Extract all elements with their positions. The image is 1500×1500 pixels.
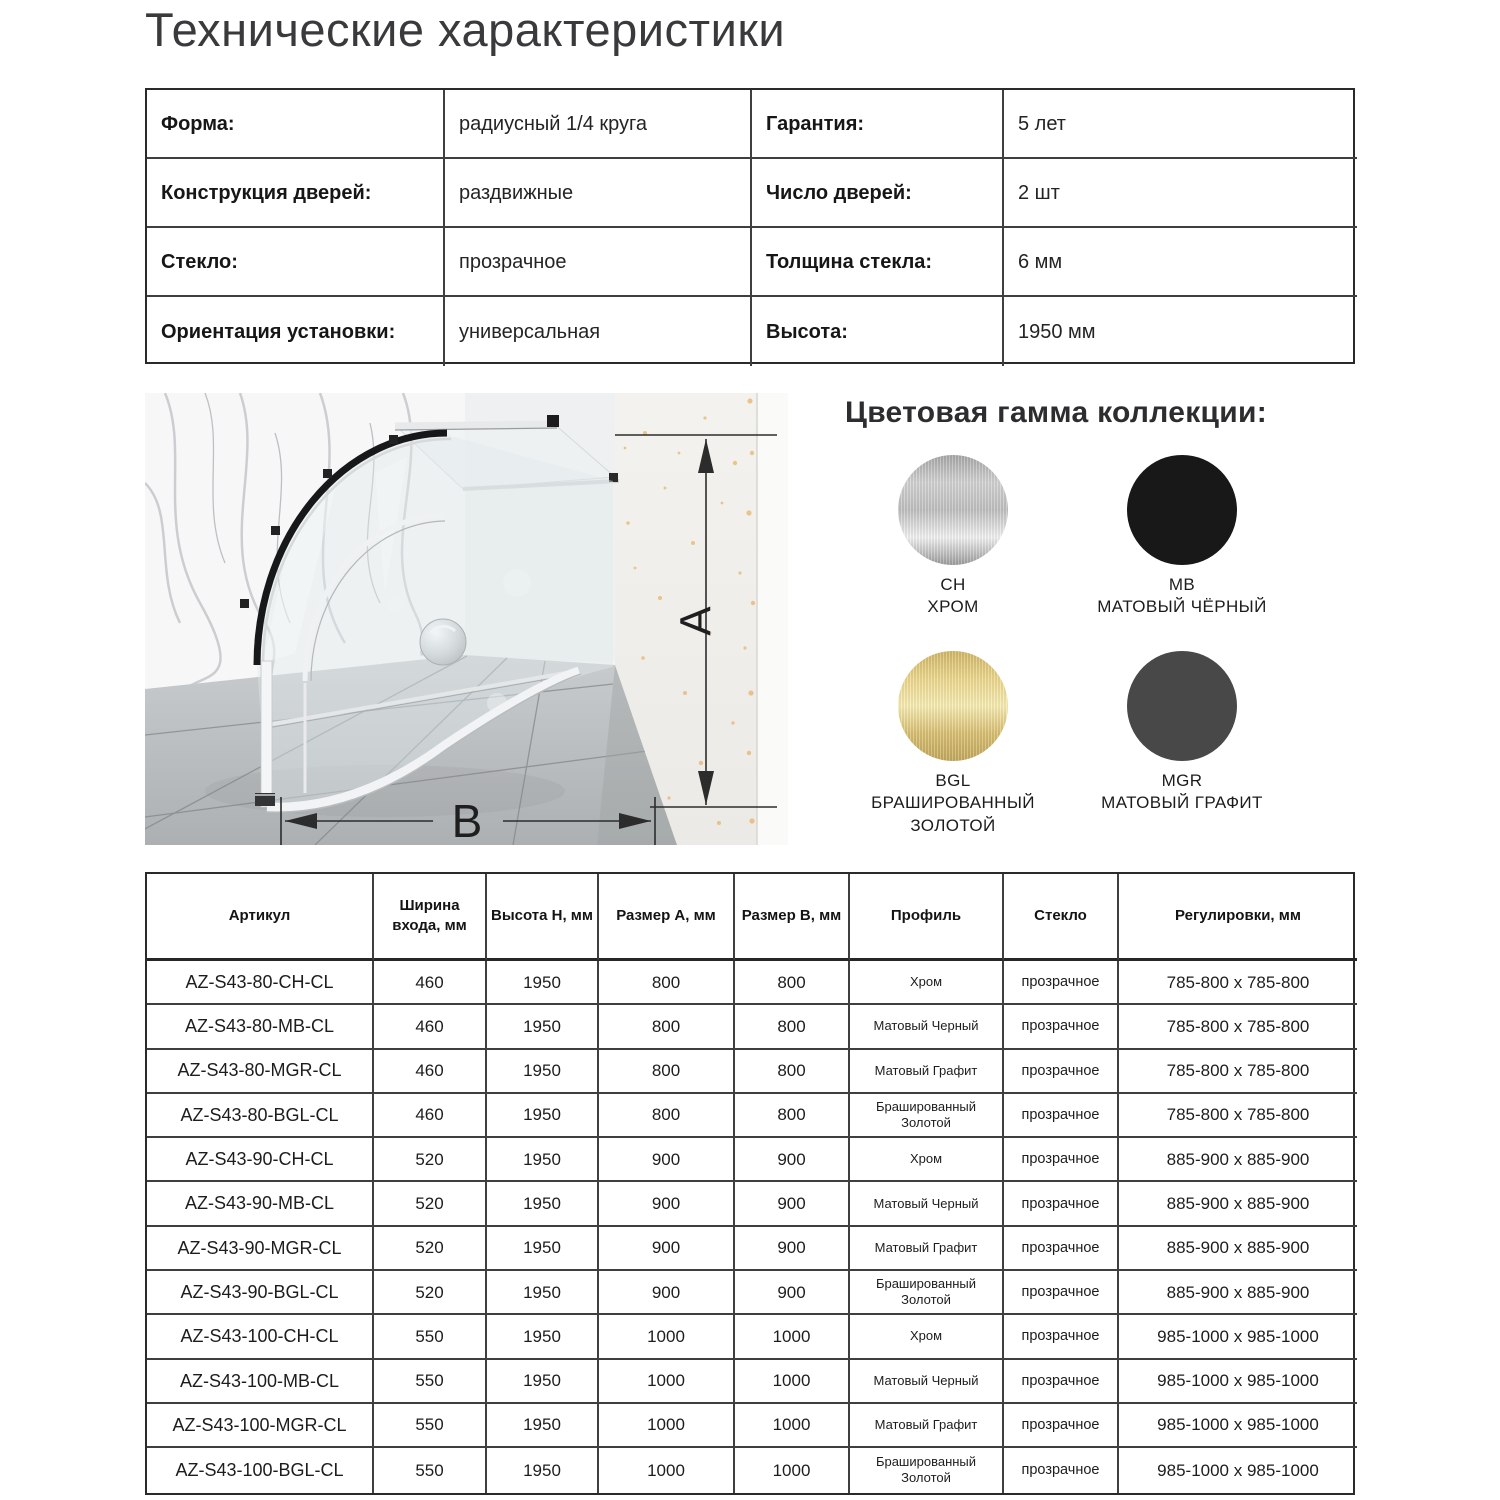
product-cell: AZ-S43-90-BGL-CL <box>147 1271 374 1315</box>
swatch-code: MGR <box>1161 771 1203 790</box>
product-cell: 1950 <box>487 1227 599 1271</box>
product-cell: Матовый Черный <box>850 1182 1004 1226</box>
product-cell: Матовый Графит <box>850 1050 1004 1094</box>
product-cell: 520 <box>374 1138 487 1182</box>
product-cell: Хром <box>850 1315 1004 1359</box>
product-cell: 520 <box>374 1227 487 1271</box>
swatch-circle-brushed-gold <box>898 651 1008 761</box>
product-cell: прозрачное <box>1004 1005 1119 1049</box>
dim-b-label: B <box>451 795 483 845</box>
product-cell: прозрачное <box>1004 1138 1119 1182</box>
swatch-name: МАТОВЫЙ ЧЁРНЫЙ <box>1097 597 1267 617</box>
product-cell: 885-900 x 885-900 <box>1119 1271 1357 1315</box>
column-header: Размер А, мм <box>599 874 735 961</box>
column-header: Профиль <box>850 874 1004 961</box>
product-cell: 1950 <box>487 1138 599 1182</box>
product-cell: Матовый Графит <box>850 1404 1004 1448</box>
color-swatch-bgl <box>838 651 1068 837</box>
product-cell: 1000 <box>599 1360 735 1404</box>
spec-value: 1950 мм <box>1018 320 1096 343</box>
swatch-label <box>1067 770 1297 815</box>
product-cell: AZ-S43-80-MB-CL <box>147 1005 374 1049</box>
product-cell: AZ-S43-90-MB-CL <box>147 1182 374 1226</box>
swatch-circle-matte-black <box>1127 455 1237 565</box>
product-cell: 900 <box>599 1227 735 1271</box>
product-cell: AZ-S43-100-MGR-CL <box>147 1404 374 1448</box>
spec-label: Число дверей: <box>752 159 1004 228</box>
product-cell: 800 <box>599 961 735 1005</box>
product-cell: 1950 <box>487 1005 599 1049</box>
product-cell: Хром <box>850 961 1004 1005</box>
spec-value: прозрачное <box>445 228 752 297</box>
wall-bracket <box>547 415 559 427</box>
product-cell: 885-900 x 885-900 <box>1119 1138 1357 1182</box>
swatch-name: БРАШИРОВАННЫЙ ЗОЛОТОЙ <box>871 793 1035 835</box>
spec-label: Конструкция дверей: <box>147 159 445 228</box>
color-swatch-mgr <box>1067 651 1297 815</box>
swatch-label <box>838 574 1068 619</box>
spec-label: Толщина стекла: <box>752 228 1004 297</box>
product-cell: AZ-S43-90-MGR-CL <box>147 1227 374 1271</box>
product-cell: прозрачное <box>1004 1050 1119 1094</box>
product-cell: прозрачное <box>1004 1094 1119 1138</box>
spec-label: Высота: <box>752 297 1004 366</box>
product-cell: AZ-S43-100-MB-CL <box>147 1360 374 1404</box>
swatch-name: ХРОМ <box>927 597 979 617</box>
product-cell: AZ-S43-100-BGL-CL <box>147 1448 374 1492</box>
swatch-label <box>838 770 1068 837</box>
product-cell: 460 <box>374 1094 487 1138</box>
products-table <box>145 872 1355 1495</box>
spec-label: Ориентация установки: <box>147 297 445 366</box>
product-render-image <box>145 393 788 845</box>
product-cell: прозрачное <box>1004 1271 1119 1315</box>
product-cell: 785-800 x 785-800 <box>1119 1094 1357 1138</box>
swatch-code: MB <box>1168 575 1196 594</box>
product-cell: прозрачное <box>1004 1448 1119 1492</box>
product-cell: 1000 <box>735 1448 850 1492</box>
product-cell: 900 <box>599 1271 735 1315</box>
product-cell: 1950 <box>487 961 599 1005</box>
product-cell: 785-800 x 785-800 <box>1119 961 1357 1005</box>
product-cell: AZ-S43-80-MGR-CL <box>147 1050 374 1094</box>
spec-value: 5 лет <box>1004 90 1357 159</box>
swatch-code: CH <box>940 575 966 594</box>
product-cell: Матовый Графит <box>850 1227 1004 1271</box>
spec-label: Стекло: <box>147 228 445 297</box>
product-cell: прозрачное <box>1004 1182 1119 1226</box>
product-cell: 800 <box>735 1050 850 1094</box>
product-cell: Брашированный Золотой <box>850 1448 1004 1492</box>
product-cell: 1950 <box>487 1050 599 1094</box>
column-header: Стекло <box>1004 874 1119 961</box>
product-cell: Хром <box>850 1138 1004 1182</box>
column-header: Артикул <box>147 874 374 961</box>
product-cell: AZ-S43-90-CH-CL <box>147 1138 374 1182</box>
product-cell: 785-800 x 785-800 <box>1119 1050 1357 1094</box>
spec-value: 6 мм <box>1004 228 1357 297</box>
product-cell: AZ-S43-80-CH-CL <box>147 961 374 1005</box>
product-cell: прозрачное <box>1004 1404 1119 1448</box>
dim-a-label: A <box>671 606 721 636</box>
product-cell: 520 <box>374 1182 487 1226</box>
product-cell: 800 <box>599 1005 735 1049</box>
wall-edge <box>757 393 788 845</box>
palette-heading: Цветовая гамма коллекции: <box>845 396 1268 429</box>
top-rail <box>395 424 557 426</box>
product-cell: AZ-S43-100-CH-CL <box>147 1315 374 1359</box>
swatch-label <box>1067 574 1297 619</box>
product-cell: 885-900 x 885-900 <box>1119 1227 1357 1271</box>
product-cell: 1950 <box>487 1360 599 1404</box>
product-cell: 885-900 x 885-900 <box>1119 1182 1357 1226</box>
product-cell: 1950 <box>487 1182 599 1226</box>
color-swatch-ch <box>838 455 1068 619</box>
product-cell: 1950 <box>487 1404 599 1448</box>
product-cell: 800 <box>735 961 850 1005</box>
swatch-circle-matte-graphite <box>1127 651 1237 761</box>
swatch-code: BGL <box>935 771 971 790</box>
product-cell: 900 <box>735 1138 850 1182</box>
product-cell: Брашированный Золотой <box>850 1094 1004 1138</box>
spec-value: 2 шт <box>1004 159 1357 228</box>
product-cell: 1000 <box>599 1404 735 1448</box>
product-cell: 550 <box>374 1360 487 1404</box>
product-cell: 900 <box>735 1182 850 1226</box>
color-swatch-mb <box>1067 455 1297 619</box>
product-cell: 800 <box>735 1005 850 1049</box>
product-cell: 800 <box>735 1094 850 1138</box>
product-cell: 800 <box>599 1094 735 1138</box>
left-post <box>261 661 272 807</box>
product-cell: прозрачное <box>1004 1227 1119 1271</box>
spec-label: Гарантия: <box>752 90 1004 159</box>
page-title: Технические характеристики <box>145 3 786 56</box>
spec-value: раздвижные <box>445 159 752 228</box>
spec-summary-table <box>145 88 1355 364</box>
column-header: Ширина входа, мм <box>374 874 487 961</box>
product-cell: 985-1000 x 985-1000 <box>1119 1404 1357 1448</box>
product-cell: 900 <box>735 1227 850 1271</box>
product-cell: 550 <box>374 1315 487 1359</box>
product-cell: 985-1000 x 985-1000 <box>1157 1460 1319 1480</box>
product-cell: прозрачное <box>1004 961 1119 1005</box>
product-cell: 1950 <box>487 1448 599 1492</box>
product-cell: 900 <box>599 1182 735 1226</box>
product-cell: 1950 <box>487 1271 599 1315</box>
product-cell: AZ-S43-80-BGL-CL <box>147 1094 374 1138</box>
product-cell: Матовый Черный <box>850 1360 1004 1404</box>
product-cell: 550 <box>374 1404 487 1448</box>
spec-value: радиусный 1/4 круга <box>445 90 752 159</box>
product-cell: прозрачное <box>1004 1315 1119 1359</box>
product-cell: 1950 <box>487 1094 599 1138</box>
product-cell: 1000 <box>599 1315 735 1359</box>
product-cell: Матовый Черный <box>850 1005 1004 1049</box>
swatch-name: МАТОВЫЙ ГРАФИТ <box>1101 793 1263 813</box>
product-cell: 460 <box>374 1005 487 1049</box>
product-cell: 460 <box>374 1050 487 1094</box>
product-cell: 985-1000 x 985-1000 <box>1119 1315 1357 1359</box>
product-cell: 900 <box>599 1138 735 1182</box>
spec-label: Форма: <box>147 90 445 159</box>
product-cell: 1000 <box>599 1448 735 1492</box>
product-cell: 985-1000 x 985-1000 <box>1119 1360 1357 1404</box>
product-cell: Брашированный Золотой <box>850 1271 1004 1315</box>
product-cell: 900 <box>735 1271 850 1315</box>
column-header: Размер В, мм <box>735 874 850 961</box>
product-cell: 785-800 x 785-800 <box>1119 1005 1357 1049</box>
product-cell: 1000 <box>735 1315 850 1359</box>
column-header: Регулировки, мм <box>1119 874 1357 961</box>
column-header: Высота H, мм <box>487 874 599 961</box>
product-cell: 520 <box>374 1271 487 1315</box>
product-cell: 1000 <box>735 1404 850 1448</box>
product-cell: 550 <box>374 1448 487 1492</box>
product-cell: 1950 <box>487 1315 599 1359</box>
product-cell: прозрачное <box>1004 1360 1119 1404</box>
swatch-circle-chrome <box>898 455 1008 565</box>
product-cell: 460 <box>374 961 487 1005</box>
product-cell: 800 <box>599 1050 735 1094</box>
spec-value: универсальная <box>445 297 752 366</box>
product-cell: 1000 <box>735 1360 850 1404</box>
